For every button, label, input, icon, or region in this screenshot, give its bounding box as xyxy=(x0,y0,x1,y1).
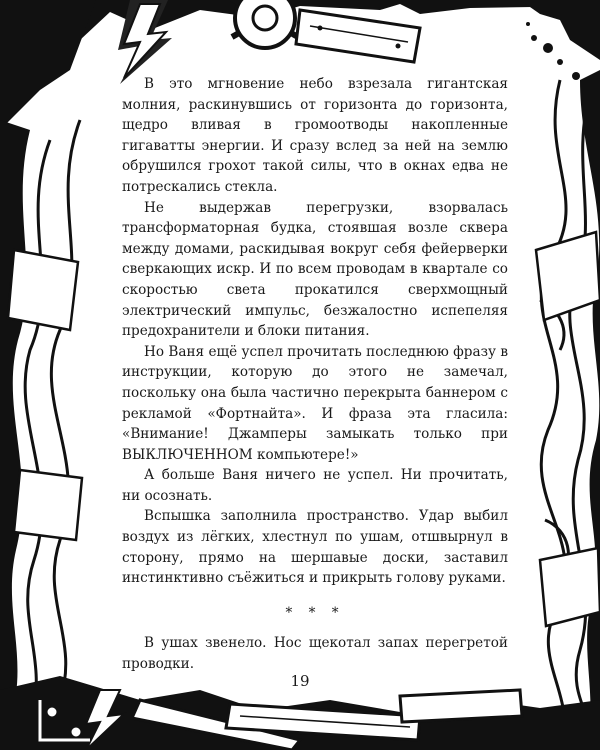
right-vines xyxy=(540,80,592,750)
section-separator: * * * xyxy=(285,604,345,621)
paper-sheets-right xyxy=(536,232,600,626)
paragraph-ringing: В ушах звенело. Нос щекотал запах перегретой проводки. xyxy=(122,635,508,673)
top-right-splatter xyxy=(520,0,600,80)
gear-top xyxy=(232,0,298,48)
left-vines-fill xyxy=(0,120,30,720)
page-number: 19 xyxy=(290,672,310,690)
paper-sheets-left xyxy=(8,250,82,540)
plank-bottom-right xyxy=(400,690,522,722)
plank-top xyxy=(296,10,420,62)
paragraph-instruction: Но Ваня ещё успел прочитать последнюю фразу в инструкции, которую до этого не замечал, поскольку она была частично перекрыта баннером с рекламой «Фортнайта». И фраза эта гласила: «Внимание! Джамперы замыкать только при ВЫКЛЮЧЕННОМ компьютере!» xyxy=(122,343,508,463)
left-vines xyxy=(25,120,80,720)
paragraph-transformer: Не выдержав перегрузки, взорвалась трансформаторная будка, стоявшая возле сквера между домами, раскидывая вокруг себя фейерверки сверкающих искр. И по всем проводам в квартале со скоростью света прокатился сверхмощный электрический импульс, безжалостно испепеляя предохранители и блоки питания. xyxy=(122,199,508,340)
paragraph-no-time: А больше Ваня ничего не успел. Ни прочитать, ни осознать. xyxy=(122,467,508,504)
paragraph-flash: Вспышка заполнила пространство. Удар выбил воздух из лёгких, хлестнул по ушам, отшвырнул в сторону, прямо на шершавые доски, заставил инстинктивно съёжиться и прикрыть голову руками. xyxy=(122,508,508,587)
paragraph-lightning: В это мгновение небо взрезала гигантская молния, раскинувшись от горизонта до горизонта, щедро вливая в громоотводы накопленные гигаватты энергии. И сразу вслед за ней на землю обрушился грохот такой силы, что в окнах едва не потрескались стекла. xyxy=(122,76,508,195)
body-text xyxy=(122,74,508,675)
